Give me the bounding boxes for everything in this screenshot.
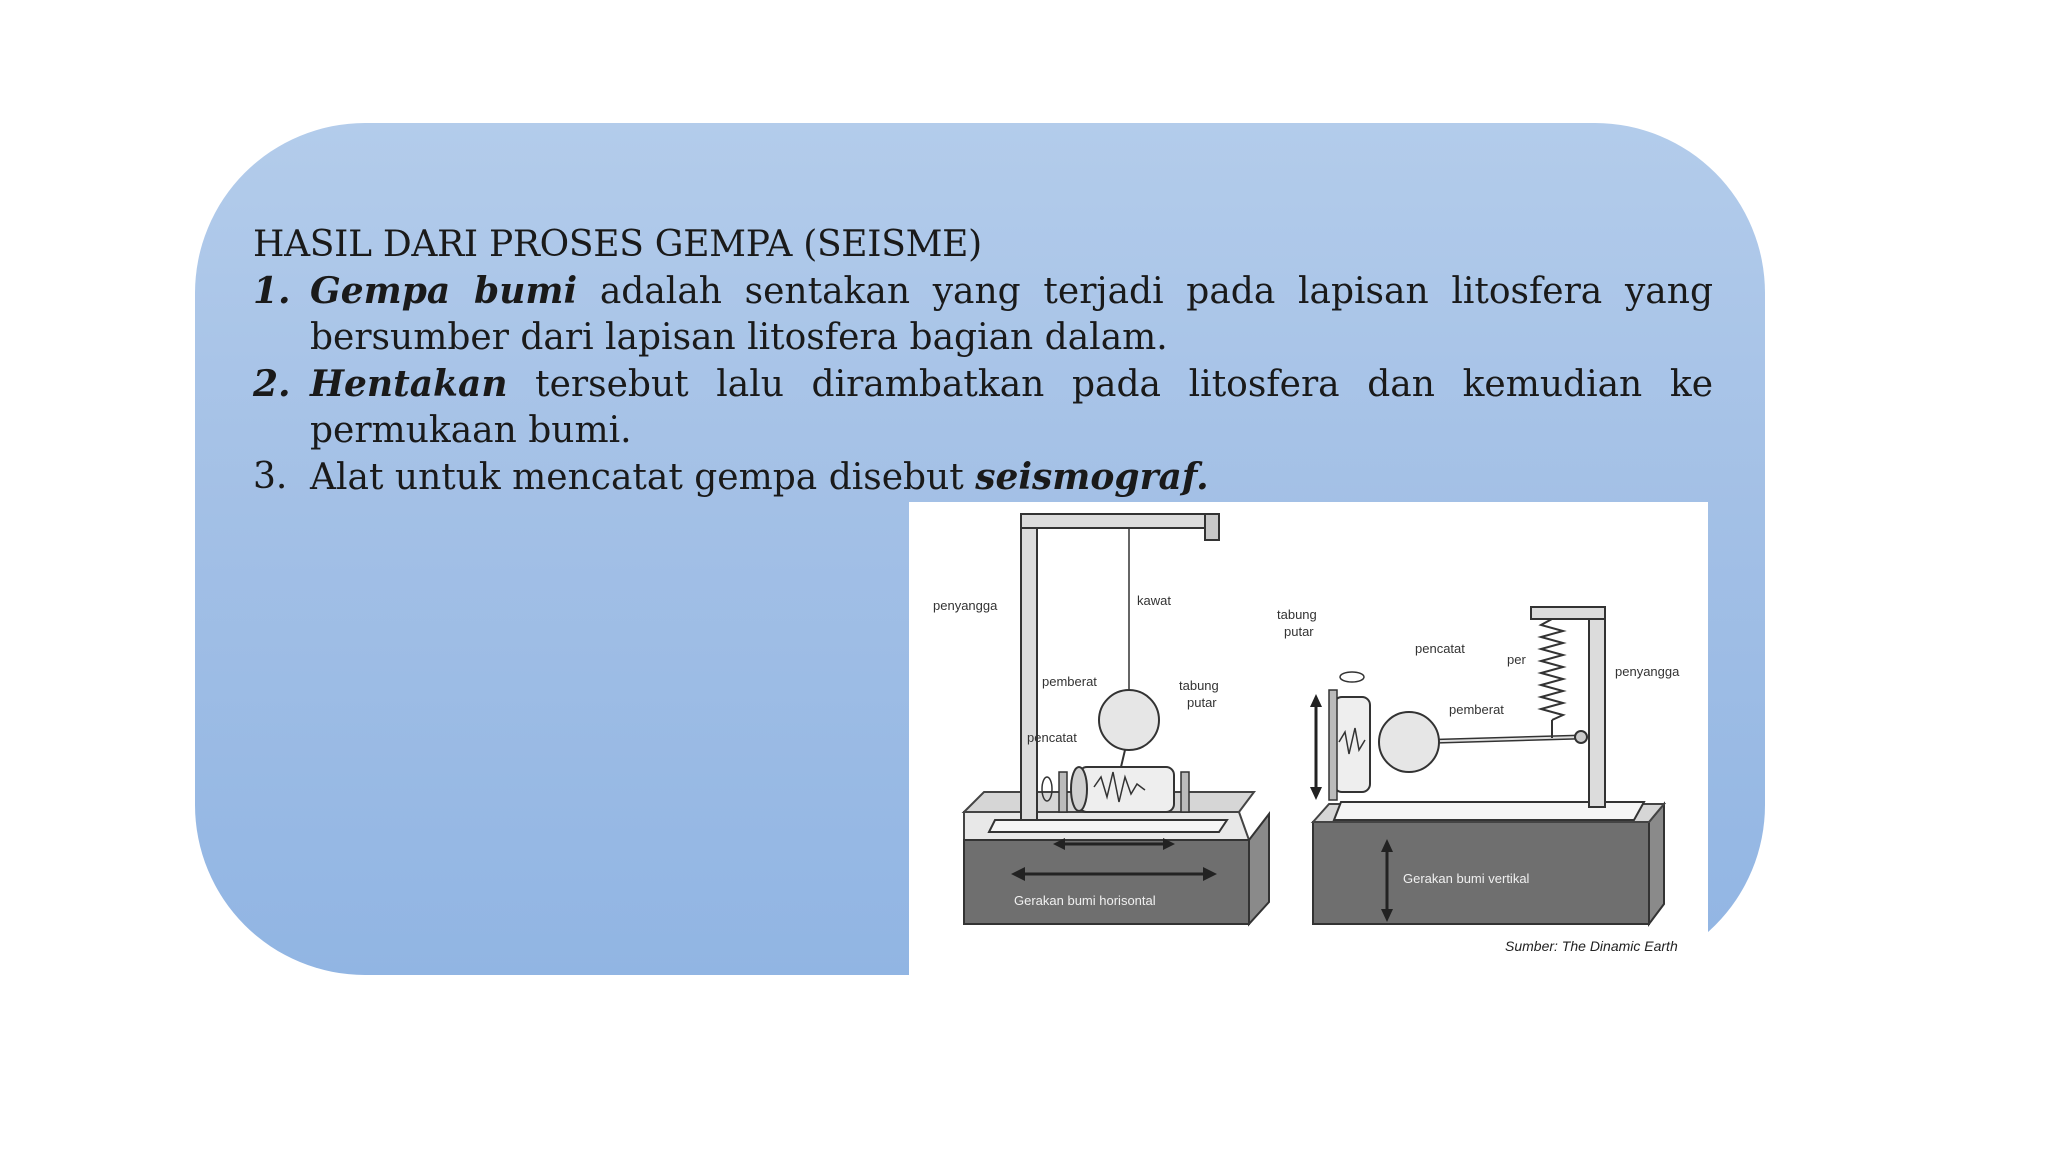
list-item-emphasis: Hentakan [310,363,508,405]
label-pencatat: pencatat [1027,730,1077,745]
list-item-text: adalah sentakan yang terjadi pada lapisan litosfera yang bersumber dari lapisan litosfera bagian dalam. [310,271,1713,358]
figure-source: Sumber: The Dinamic Earth [1505,938,1678,954]
label-penyangga: penyangga [933,598,998,613]
label-putar: putar [1187,695,1217,710]
label-per: per [1507,652,1526,667]
label-tabung: tabung [1179,678,1219,693]
list-item-number: 3. [253,456,288,497]
label-ground-horizontal: Gerakan bumi horisontal [1014,893,1156,908]
list-item-number: 1. [253,270,291,312]
label-tabung: tabung [1277,607,1317,622]
label-pemberat: pemberat [1042,674,1097,689]
slide-content [253,222,1713,501]
list-item-number: 2. [253,363,291,405]
slide-title: HASIL DARI PROSES GEMPA (SEISME) [253,224,982,265]
label-putar: putar [1284,624,1314,639]
list-item [253,361,1713,454]
list-item [253,268,1713,361]
label-kawat: kawat [1137,593,1171,608]
label-pemberat: pemberat [1449,702,1504,717]
list-item-text: Alat untuk mencatat gempa disebut [310,457,976,498]
label-ground-vertical: Gerakan bumi vertikal [1403,871,1530,886]
vertical-seismograph [1277,607,1680,924]
seismograph-illustration [909,502,1708,975]
list-item [253,454,1713,501]
list-item-text: tersebut lalu dirambatkan pada litosfera dan kemudian ke permukaan bumi. [310,364,1713,451]
list-item-emphasis: seismograf. [975,456,1209,498]
list-item-emphasis: Gempa bumi [310,270,578,312]
label-penyangga: penyangga [1615,664,1680,679]
horizontal-seismograph [933,514,1269,924]
seismograph-figure [909,502,1708,975]
label-pencatat: pencatat [1415,641,1465,656]
